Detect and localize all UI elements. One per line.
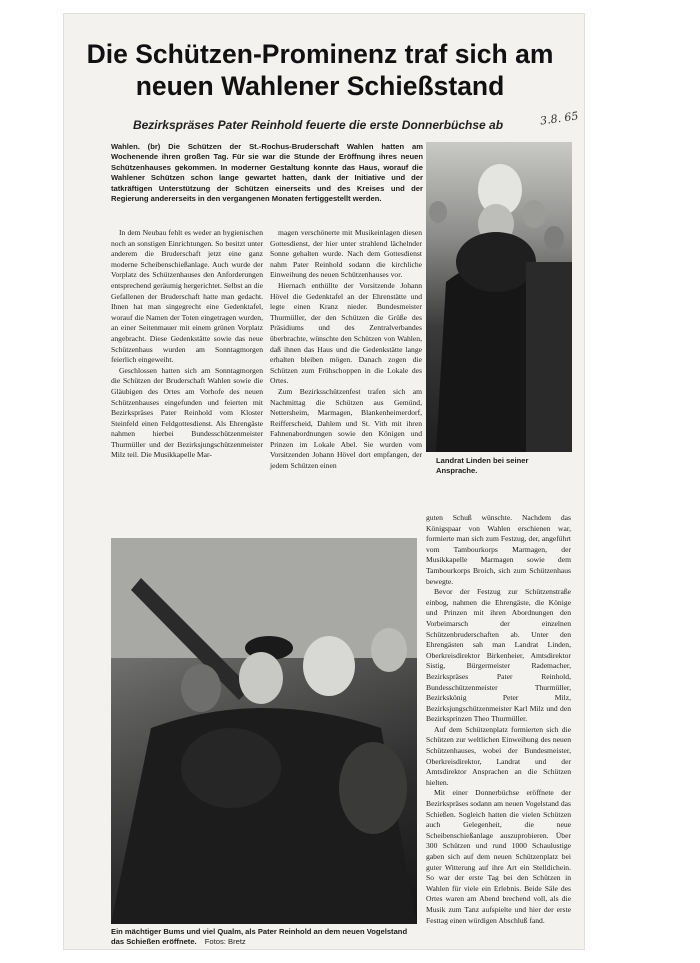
column3-paragraph: Mit einer Donnerbüchse eröffnete der Bezirkspräses sodann am neuen Vogelstand das Schießen. Sogleich hatten die vielen Schützen auch Gelegenheit, die neue Scheibenschießanlage auszuprobieren. Über 300 Schützen und rund 1000 Schaulustige gaben sich auf dem neuen Schützenplatz bei guter Witterung auf ihre Art ein Stelldichein. So war der erste Tag bei den Schützen in Wahlen für viele ein Erlebnis. Beide Säle des Ortes waren am Abend brechend voll, als die Musik zum Tanz aufspielte und hier der erste Festtag einen würdigen Abschluß fand. [426,788,571,925]
subheadline: Bezirkspräses Pater Reinhold feuerte die erste Donnerbüchse ab [132,118,504,132]
lead-paragraph: Wahlen. (br) Die Schützen der St.-Rochus-Bruderschaft Wahlen hatten am Wochenende ihren großen Tag. Für sie war die Stunde der Eröffnung ihres neuen Schützenhauses gekommen. In moderner Gestaltung konnte das Haus, worauf die Wahlener Schützen schon lange gewartet hatten, dank der Initiative und der tatkräftigen Unterstützung der Schützen einerseits und des Kreises und der Regierung andererseits in den vergangenen Monaten fertiggestellt werden. [111,142,423,204]
column3-paragraph: guten Schuß wünschte. Nachdem das Königspaar von Wahlen erschienen war, formierte man sich zum Festzug, der, angeführt vom Tambourkorps Marmagen, der Musikkapelle Marmagen sowie dem Tambourkorps Broich, sich zum Schützenhaus bewegte. [426,513,571,586]
photo-landrat-speech [426,142,572,452]
caption-bottom-photo [111,927,421,947]
column1-paragraph: Geschlossen hatten sich am Sonntagmorgen die Schützen der Bruderschaft Wahlen sowie die Gläubigen des Ortes am Vorhofe des neuen Schützenhauses eingefunden und feierten mit Bezirkspräses Pater Reinhold vom Kloster Steinfeld einen Feldgottesdienst. Als Ehrengäste nahmen hierbei Bundesschützenmeister Thurmüller und der Bezirksjungschützenmeister Milz teil. Die Musikkapelle Mar- [111,365,263,460]
column2-paragraph: Zum Bezirksschützenfest trafen sich am Nachmittag die Schützen aus Gemünd, Nettersheim, Marmagen, Blankenheimerdorf, Reifferscheid, Dahlem und St. Vith mit ihren Fahnenabordnungen sowie den Königen und Prinzen im Lokale Abel. Sie wurden vom Vorsitzenden Johann Hövel dort empfangen, der jedem Schützen einen [270,386,422,471]
article-column-1 [111,228,263,461]
photo-speaker-illustration [426,142,572,452]
column1-paragraph: In dem Neubau fehlt es weder an hygienischen noch an sonstigen Einrichtungen. So besitzt unter anderem die Bruderschaft jetzt eine ganz moderne Scheibenschießanlage. Auch wurde der Vorplatz des Schützenhauses den Anforderungen entsprechend geräumig hergerichtet. Selbst an die Gefallenen der Bruderschaft hatte man gedacht. Ihnen hat man singegrecht eine Gedenktafel, worauf die Namen der Toten eingetragen wurden, an einer Seitenmauer mit einem grünen Vorplatz angebracht. Diese Gedenkstätte sowie das neue Schützenhaus wurden am Sonntagmorgen feierlich eingeweiht. [111,228,263,365]
photo-crowd-illustration [111,538,417,924]
photo-credit: Fotos: Bretz [204,937,246,946]
headline: Die Schützen-Prominenz traf sich am neuen Wahlener Schießstand [86,39,554,101]
handwritten-note: 3.8. 65 [539,109,580,128]
column2-paragraph: magen verschönerte mit Musikeinlagen diesen Gottesdienst, der hier unter strahlend lächelnder Sonne gehalten wurde. Nach dem Gottesdienst nahm Pater Reinhold sodann die kirchliche Einweihung des neuen Schützenhauses vor. [270,228,422,280]
column3-paragraph: Auf dem Schützenplatz formierten sich die Schützen zur weltlichen Einweihung des neuen Schützenhauses, wobei der Bundesmeister, Oberkreisdirektor, Landrat und der Amtsdirektor Ansprachen an die Schützen hielten. [426,724,571,787]
caption-bottom-text: Ein mächtiger Bums und viel Qualm, als Pater Reinhold an dem neuen Vogelstand das Schießen eröffnete. [111,927,408,946]
column3-paragraph: Bevor der Festzug zur Schützenstraße einbog, nahmen die Ehrengäste, die Könige und Prinzen mit ihren Abordnungen den Vorbeimarsch der einzelnen Schützenbruderschaften ab. Unter den Ehrengästen sah man Landrat Linden, Oberkreisdirektor Birkenheier, Amtsdirektor Sistig, Bürgermeister Rademacher, Bezirkspräses Pater Reinhold, Bundesschützenmeister Thurmüller, Bezirkskönig Peter Milz, Bezirksjungschützenmeister Karl Milz und den Bezirksprinzen Theo Thurmüller. [426,587,571,724]
caption-top-photo: Landrat Linden bei seiner Ansprache. [436,456,529,475]
article-column-2 [270,228,422,472]
column2-paragraph: Hiernach enthüllte der Vorsitzende Johann Hövel die Gedenktafel an der Ehrenstätte und legte einen Kranz nieder. Bundesmeister Thurmüller, der den Schützen die Grüße des Präsidiums und des Zentralverbandes überbrachte, wünschte den Schützen von Wahlen, daß ihnen das Haus und die Gedenkstätte lange erhalten bleiben mögen. Danach zogen die Schützen zum Frühschoppen in die Lokale des Ortes. [270,280,422,386]
article-column-3 [426,513,571,945]
photo-donnerbuechse [111,538,417,924]
